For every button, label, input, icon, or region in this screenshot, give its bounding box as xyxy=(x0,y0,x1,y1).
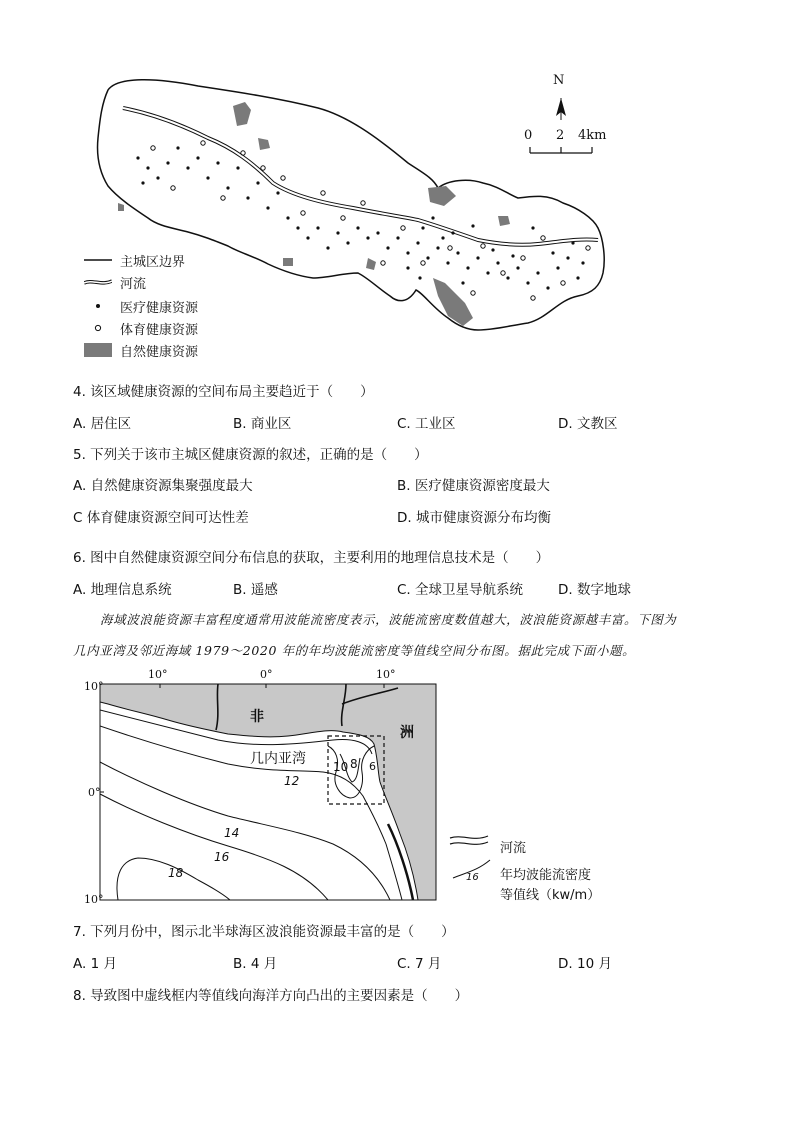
legend-boundary xyxy=(84,250,185,270)
q7-option-d[interactable]: D. 10 月 xyxy=(558,956,612,972)
q4-option-d[interactable]: D. 文教区 xyxy=(558,416,618,432)
dot-icon xyxy=(84,301,112,311)
scale-bar xyxy=(530,147,592,153)
q5-option-a[interactable]: A. 自然健康资源集聚强度最大 xyxy=(73,478,253,494)
legend2-contour-label-1: 年均波能流密度 xyxy=(500,868,592,883)
gulf-label: 几内亚湾 xyxy=(250,751,306,767)
legend2-river-label: 河流 xyxy=(500,841,527,856)
q7-option-a[interactable]: A. 1 月 xyxy=(73,956,117,972)
north-arrow-icon xyxy=(556,98,566,120)
legend-label: 河流 xyxy=(120,276,147,292)
legend2-contour-label-2: 等值线（kw/m） xyxy=(500,888,601,903)
contour-label-18: 18 xyxy=(168,866,184,880)
question-4-stem: 4. 该区域健康资源的空间布局主要趋近于（ ） xyxy=(73,384,374,400)
contour-label-16: 16 xyxy=(214,850,230,864)
legend-label: 体育健康资源 xyxy=(120,322,199,338)
q6-option-d[interactable]: D. 数字地球 xyxy=(558,582,631,598)
question-5-stem: 5. 下列关于该市主城区健康资源的叙述，正确的是（ ） xyxy=(73,447,428,463)
q5-option-b[interactable]: B. 医疗健康资源密度最大 xyxy=(397,478,550,494)
lon-label-3: 10° xyxy=(376,668,396,681)
circle-icon xyxy=(84,323,112,333)
lon-label-2: 0° xyxy=(260,668,273,681)
boundary-line-icon xyxy=(84,255,112,265)
legend2-contour-value: 16 xyxy=(466,872,479,883)
land-label-fei: 非 xyxy=(250,709,264,725)
scale-label-0: 0 xyxy=(524,128,533,143)
q6-option-c[interactable]: C. 全球卫星导航系统 xyxy=(397,582,524,598)
legend-natural xyxy=(84,340,198,360)
q4-option-b[interactable]: B. 商业区 xyxy=(233,416,292,432)
river-icon xyxy=(84,277,112,287)
q5-option-c[interactable]: C 体育健康资源空间可达性差 xyxy=(73,510,249,526)
contour-label-8: 8 xyxy=(350,757,358,771)
lat-label-2: 0° xyxy=(88,786,101,799)
q5-option-d[interactable]: D. 城市健康资源分布均衡 xyxy=(397,510,551,526)
legend2-river-icon xyxy=(450,836,488,844)
q7-option-c[interactable]: C. 7 月 xyxy=(397,956,442,972)
lat-label-3: 10° xyxy=(84,893,104,906)
legend-label: 自然健康资源 xyxy=(120,344,199,360)
passage-line-1: 海域波浪能资源丰富程度通常用波能流密度表示，波能流密度数值越大，波浪能资源越丰富。下图为 xyxy=(100,612,677,627)
legend-sports xyxy=(84,318,198,338)
lat-label-1: 10° xyxy=(84,680,104,693)
contour-label-12: 12 xyxy=(284,774,300,788)
legend-medical xyxy=(84,296,198,316)
contour-label-6: 6 xyxy=(369,760,376,773)
question-6-stem: 6. 图中自然健康资源空间分布信息的获取，主要利用的地理信息技术是（ ） xyxy=(73,550,550,566)
lon-label-1: 10° xyxy=(148,668,168,681)
q6-option-b[interactable]: B. 遥感 xyxy=(233,582,278,598)
q7-option-b[interactable]: B. 4 月 xyxy=(233,956,278,972)
q6-option-a[interactable]: A. 地理信息系统 xyxy=(73,582,172,598)
contour-label-10: 10 xyxy=(333,760,349,774)
north-label: N xyxy=(553,73,565,88)
q4-option-a[interactable]: A. 居住区 xyxy=(73,416,132,432)
scale-label-2: 2 xyxy=(556,128,565,143)
legend-river xyxy=(84,272,146,292)
q4-option-c[interactable]: C. 工业区 xyxy=(397,416,456,432)
question-7-stem: 7. 下列月份中，图示北半球海区波浪能资源最丰富的是（ ） xyxy=(73,924,455,940)
legend-label: 主城区边界 xyxy=(120,254,186,270)
gray-block-icon xyxy=(84,342,112,358)
question-8-stem: 8. 导致图中虚线框内等值线向海洋方向凸出的主要因素是（ ） xyxy=(73,988,469,1004)
legend-label: 医疗健康资源 xyxy=(120,300,199,316)
passage-line-2: 几内亚湾及邻近海域 1979～2020 年的年均波能流密度等值线空间分布图。据此完成下面小题。 xyxy=(73,643,636,658)
land-label-zhou: 洲 xyxy=(400,725,414,741)
contour-label-14: 14 xyxy=(224,826,240,840)
scale-label-4km: 4km xyxy=(578,128,607,143)
main-city-boundary xyxy=(97,80,607,330)
